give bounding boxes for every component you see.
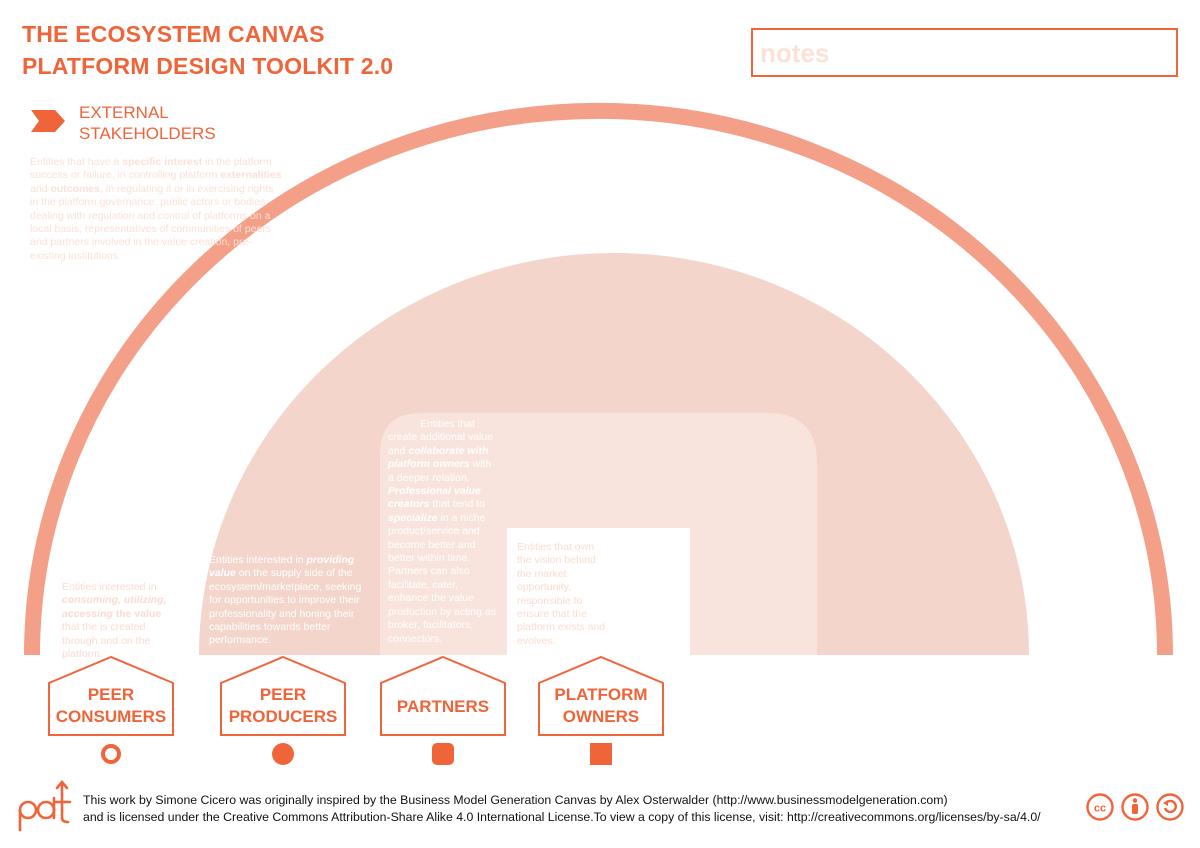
circle-outline-icon [99, 742, 123, 766]
attribution-icon [1123, 795, 1148, 820]
notes-label: notes [760, 38, 830, 68]
partners-description: Entities that create additional value and collaborate with platform owners with a deeper relation. Professional value creators that tend to specialize in a niche product/service and become better and better within time. Partners can also facilitate, cater, enhance the value production by acting as broker, facilitators, connectors. [388, 418, 496, 645]
external-stakeholders-description: Entities that have a specific interest in the platform success or failure, in controlling platform externalities and outcomes, in regulating it or in exercising rights in the platform governance: public actors or bodies dealing with regulation and control of platforms on a local basis, representatives of communities of peers and partners involved in the value creation, pre-existing institutions. [30, 156, 282, 262]
peer-consumers-description: Entities interested in consuming, utilizing, accessing the value that the is created through and on the platform. [62, 581, 167, 661]
external-stakeholders-title [79, 102, 216, 144]
creative-commons-badges [1085, 792, 1189, 824]
peer-consumers-label [47, 656, 175, 736]
external-title-line-2: STAKEHOLDERS [79, 124, 216, 143]
pdt-logo-icon [16, 778, 72, 832]
title-line-2: PLATFORM DESIGN TOOLKIT 2.0 [22, 53, 394, 79]
square-icon [589, 742, 613, 766]
license-line-1: This work by Simone Cicero was originally inspired by the Business Model Generation Canvas by Alex Osterwalder (http://www.businessmodelgeneration.com) [83, 793, 948, 807]
peer-producers-description: Entities interested in providing value on the supply side of the ecosystem/marketplace, seeking for opportunities to improve their professionality and honing their capabilities towards better performance. [209, 554, 362, 647]
role-name-line-2: PRODUCERS [228, 707, 338, 726]
role-name [379, 696, 507, 718]
license-text [83, 792, 1041, 826]
role-name-line-1: PLATFORM [554, 685, 648, 704]
role-name-line-1: PARTNERS [396, 697, 490, 716]
role-name [219, 684, 347, 728]
partners-label [379, 656, 507, 736]
peer-producers-label [219, 656, 347, 736]
chevron-right-icon [31, 110, 67, 132]
platform-owners-label [537, 656, 665, 736]
role-name-line-1: PEER [259, 685, 307, 704]
external-title-line-1: EXTERNAL [79, 103, 169, 122]
role-name-line-1: PEER [87, 685, 135, 704]
cc-icon [1088, 795, 1113, 820]
title-line-1: THE ECOSYSTEM CANVAS [22, 21, 325, 47]
rounded-square-icon [431, 742, 455, 766]
license-line-2: and is licensed under the Creative Commons Attribution-Share Alike 4.0 International License.To view a copy of this license, visit: http://creativecommons.org/licenses/by-sa/4.0/ [83, 810, 1041, 824]
svg-text:cc: cc [1093, 802, 1107, 815]
role-name-line-2: OWNERS [562, 707, 640, 726]
share-alike-icon [1158, 795, 1183, 820]
role-name [537, 684, 665, 728]
platform-owners-description: Entities that own the vision behind the market opportunity, responsible to ensure that the platform exists and evolves. [517, 541, 606, 647]
circle-filled-icon [271, 742, 295, 766]
role-name-line-2: CONSUMERS [55, 707, 167, 726]
role-name [47, 684, 175, 728]
